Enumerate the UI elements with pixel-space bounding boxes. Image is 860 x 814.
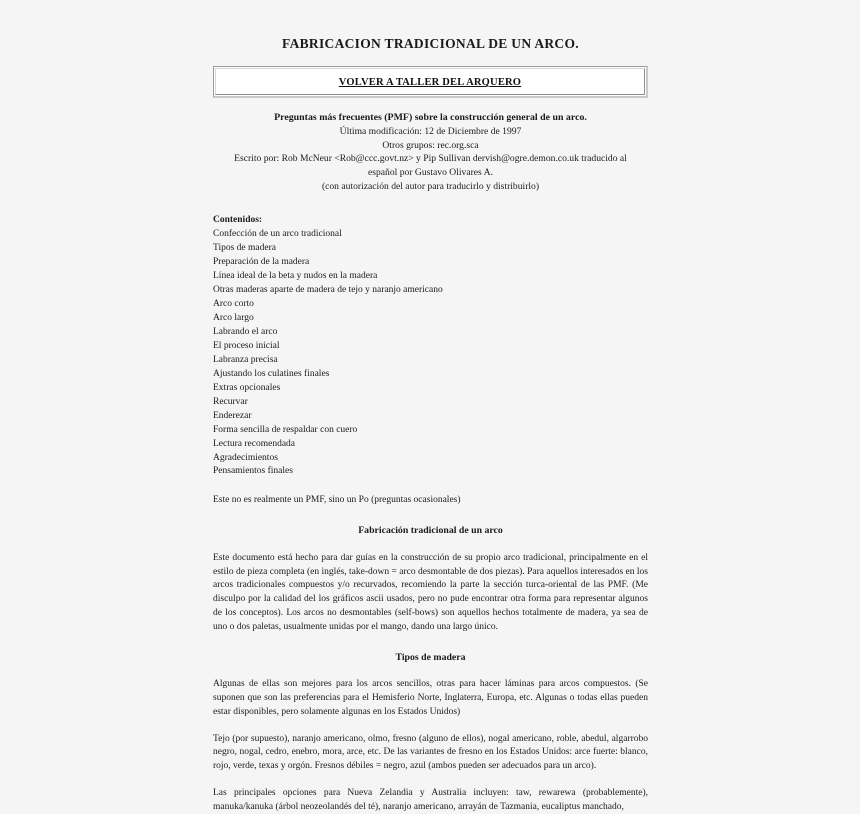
list-item[interactable]: Preparación de la madera — [213, 257, 310, 268]
back-link-box-inner[interactable] — [215, 68, 645, 95]
list-item[interactable]: Recurvar — [213, 396, 248, 407]
document-content-column — [213, 0, 648, 814]
section-paragraph-fabricacion: Este documento está hecho para dar guías en la construcción de su propio arco tradicional, principalmente en el estilo de pieza completa (en inglés, take-down = arco desmontable de dos piezas). Para aquellos interesados en los arcos tradicionales compuestos y/o recurvados, recomiendo la parte la sección turca-oriental de las PMF. (Me disculpo por la calidad del los gráficos ascii usados, pero no pude encontrar otra forma para representar algunos de los conceptos). Los arcos no desmontables (self-bows) son aquellos hechos totalmente de madera, ya sea de uno o dos paletas, usualmente unidas por el mango, dando una largo único. — [213, 552, 648, 632]
section-paragraph-maderas-preferencias: Algunas de ellas son mejores para los arcos sencillos, otras para hacer láminas para arcos compuestos. (Se suponen que son las preferencias para el Hemisferio Norte, Inglaterra, Europa, etc. Algunas o todas ellas pueden estar disponibles, pero solamente algunas en los Estados Unidos) — [213, 679, 648, 717]
list-item[interactable]: Confección de un arco tradicional — [213, 229, 342, 240]
page-title: FABRICACION TRADICIONAL DE UN ARCO. — [282, 36, 579, 51]
list-item[interactable]: Ajustando los culatines finales — [213, 368, 330, 379]
list-item[interactable]: Agradecimientos — [213, 452, 278, 463]
list-item[interactable]: Arco corto — [213, 299, 254, 310]
contents-heading: Contenidos: — [213, 215, 263, 226]
contents-list — [213, 228, 648, 479]
metadata-headline: Preguntas más frecuentes (PMF) sobre la construcción general de un arco. — [274, 112, 587, 124]
section-paragraph-maderas-oceania: Las principales opciones para Nueva Zelandia y Australia incluyen: taw, rewarewa (probablemente), manuka/kanuka (árbol neozeolandés del té), naranjo americano, arrayán de Tazmania, eucaliptus manchado, — [213, 787, 648, 812]
metadata-permission: (con autorización del autor para traducirlo y distribuirlo) — [321, 180, 540, 192]
list-item[interactable]: Línea ideal de la beta y nudos en la madera — [213, 271, 378, 282]
list-item[interactable]: Otras maderas aparte de madera de tejo y naranjo americano — [213, 285, 443, 296]
pmf-note: Este no es realmente un PMF, sino un Po (preguntas ocasionales) — [213, 495, 461, 506]
metadata-authors-line-2: español por Gustavo Olivares A. — [368, 167, 493, 179]
list-item[interactable]: El proceso inicial — [213, 340, 280, 351]
section-heading-fabricacion: Fabricación tradicional de un arco — [358, 525, 503, 537]
section-heading-tipos-de-madera: Tipos de madera — [395, 651, 466, 663]
list-item[interactable]: Enderezar — [213, 410, 252, 421]
list-item[interactable]: Extras opcionales — [213, 382, 281, 393]
metadata-authors-line-1: Escrito por: Rob McNeur <Rob@ccc.govt.nz> y Pip Sullivan dervish@ogre.demon.co.uk traducido al — [234, 153, 627, 165]
list-item[interactable]: Lectura recomendada — [213, 438, 296, 449]
back-to-workshop-link[interactable]: VOLVER A TALLER DEL ARQUERO — [338, 77, 522, 89]
list-item[interactable]: Labranza precisa — [213, 354, 278, 365]
back-link-box[interactable] — [213, 66, 648, 98]
metadata-last-modified: Última modificación: 12 de Diciembre de 1997 — [339, 126, 522, 138]
document-metadata — [213, 111, 648, 193]
list-item[interactable]: Forma sencilla de respaldar con cuero — [213, 424, 358, 435]
list-item[interactable]: Tipos de madera — [213, 243, 276, 254]
table-of-contents — [213, 214, 648, 479]
section-paragraph-maderas-lista: Tejo (por supuesto), naranjo americano, olmo, fresno (alguno de ellos), nogal americano, roble, abedul, algarrobo negro, nogal, cedro, enebro, mora, arce, etc. De las variantes de fresno en los Estados Unidos: arce fuerte: blanco, rojo, verde, texas y orgón. Fresnos débiles = negro, azul (ambos pueden ser adecuados para un arco). — [213, 733, 648, 772]
list-item[interactable]: Pensamientos finales — [213, 466, 293, 477]
metadata-other-groups: Otros grupos: rec.org.sca — [382, 139, 479, 151]
list-item[interactable]: Labrando el arco — [213, 326, 278, 337]
list-item[interactable]: Arco largo — [213, 312, 254, 323]
